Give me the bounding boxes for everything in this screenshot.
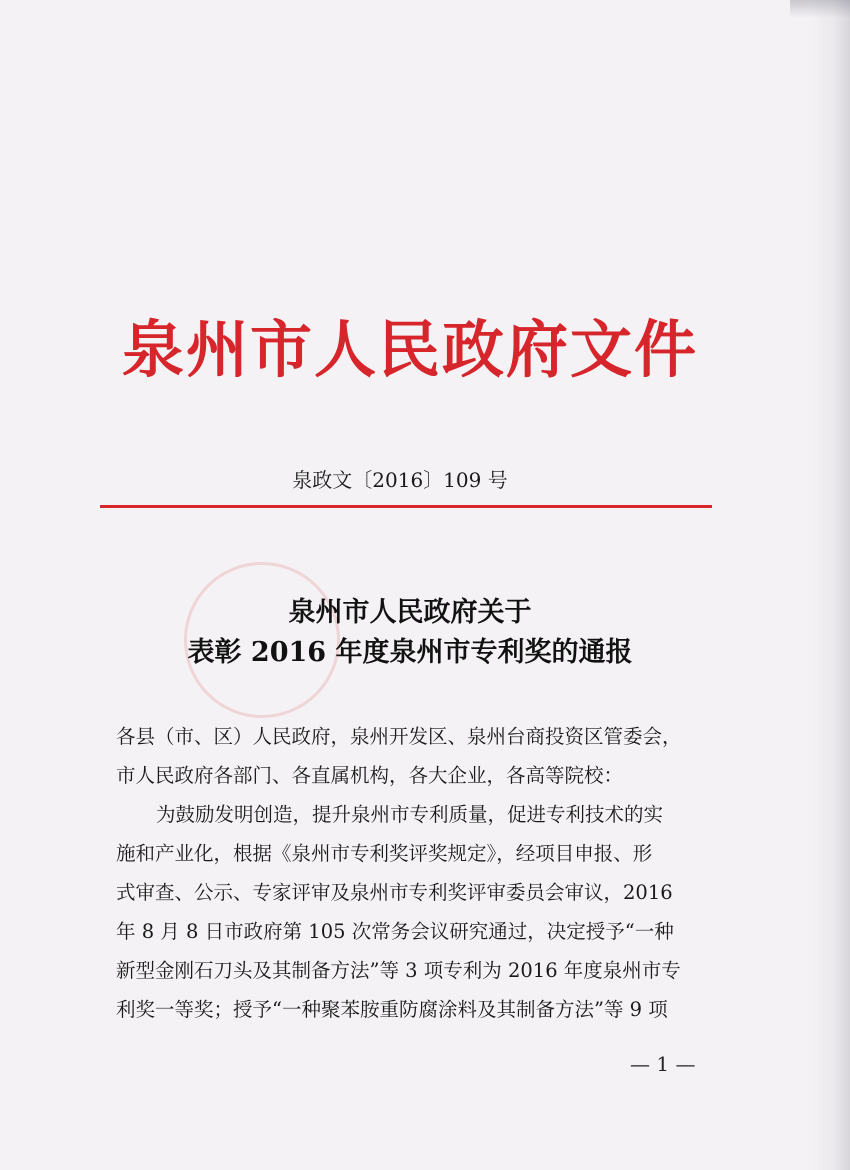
body-line-1: 各县（市、区）人民政府，泉州开发区、泉州台商投资区管委会， (116, 725, 682, 748)
document-number: 泉政文〔2016〕109 号 (292, 468, 508, 492)
body-line-3: 为鼓励发明创造，提升泉州市专利质量，促进专利技术的实 (156, 803, 664, 826)
notice-title-line-1: 泉州市人民政府关于 (288, 597, 532, 628)
body-line-2: 市人民政府各部门、各直属机构，各大企业，各高等院校： (116, 764, 624, 787)
document-header-title: 泉州市人民政府文件 (121, 313, 698, 386)
body-line-5: 式审查、公示、专家评审及泉州市专利奖评审委员会审议，2016 (116, 881, 673, 904)
page-corner-shadow (790, 0, 850, 18)
page-edge-shadow (810, 0, 850, 1170)
body-line-4: 施和产业化，根据《泉州市专利奖评奖规定》，经项目申报、形 (116, 842, 653, 865)
body-line-7: 新型金刚石刀头及其制备方法”等 3 项专利为 2016 年度泉州市专 (116, 959, 681, 982)
page-number: — 1 — (630, 1052, 696, 1076)
body-line-6: 年 8 月 8 日市政府第 105 次常务会议研究通过，决定授予“一种 (116, 920, 674, 943)
body-line-8: 利奖一等奖；授予“一种聚苯胺重防腐涂料及其制备方法”等 9 项 (116, 998, 668, 1021)
header-red-rule (100, 505, 712, 508)
notice-title-line-2: 表彰 2016 年度泉州市专利奖的通报 (187, 637, 633, 668)
